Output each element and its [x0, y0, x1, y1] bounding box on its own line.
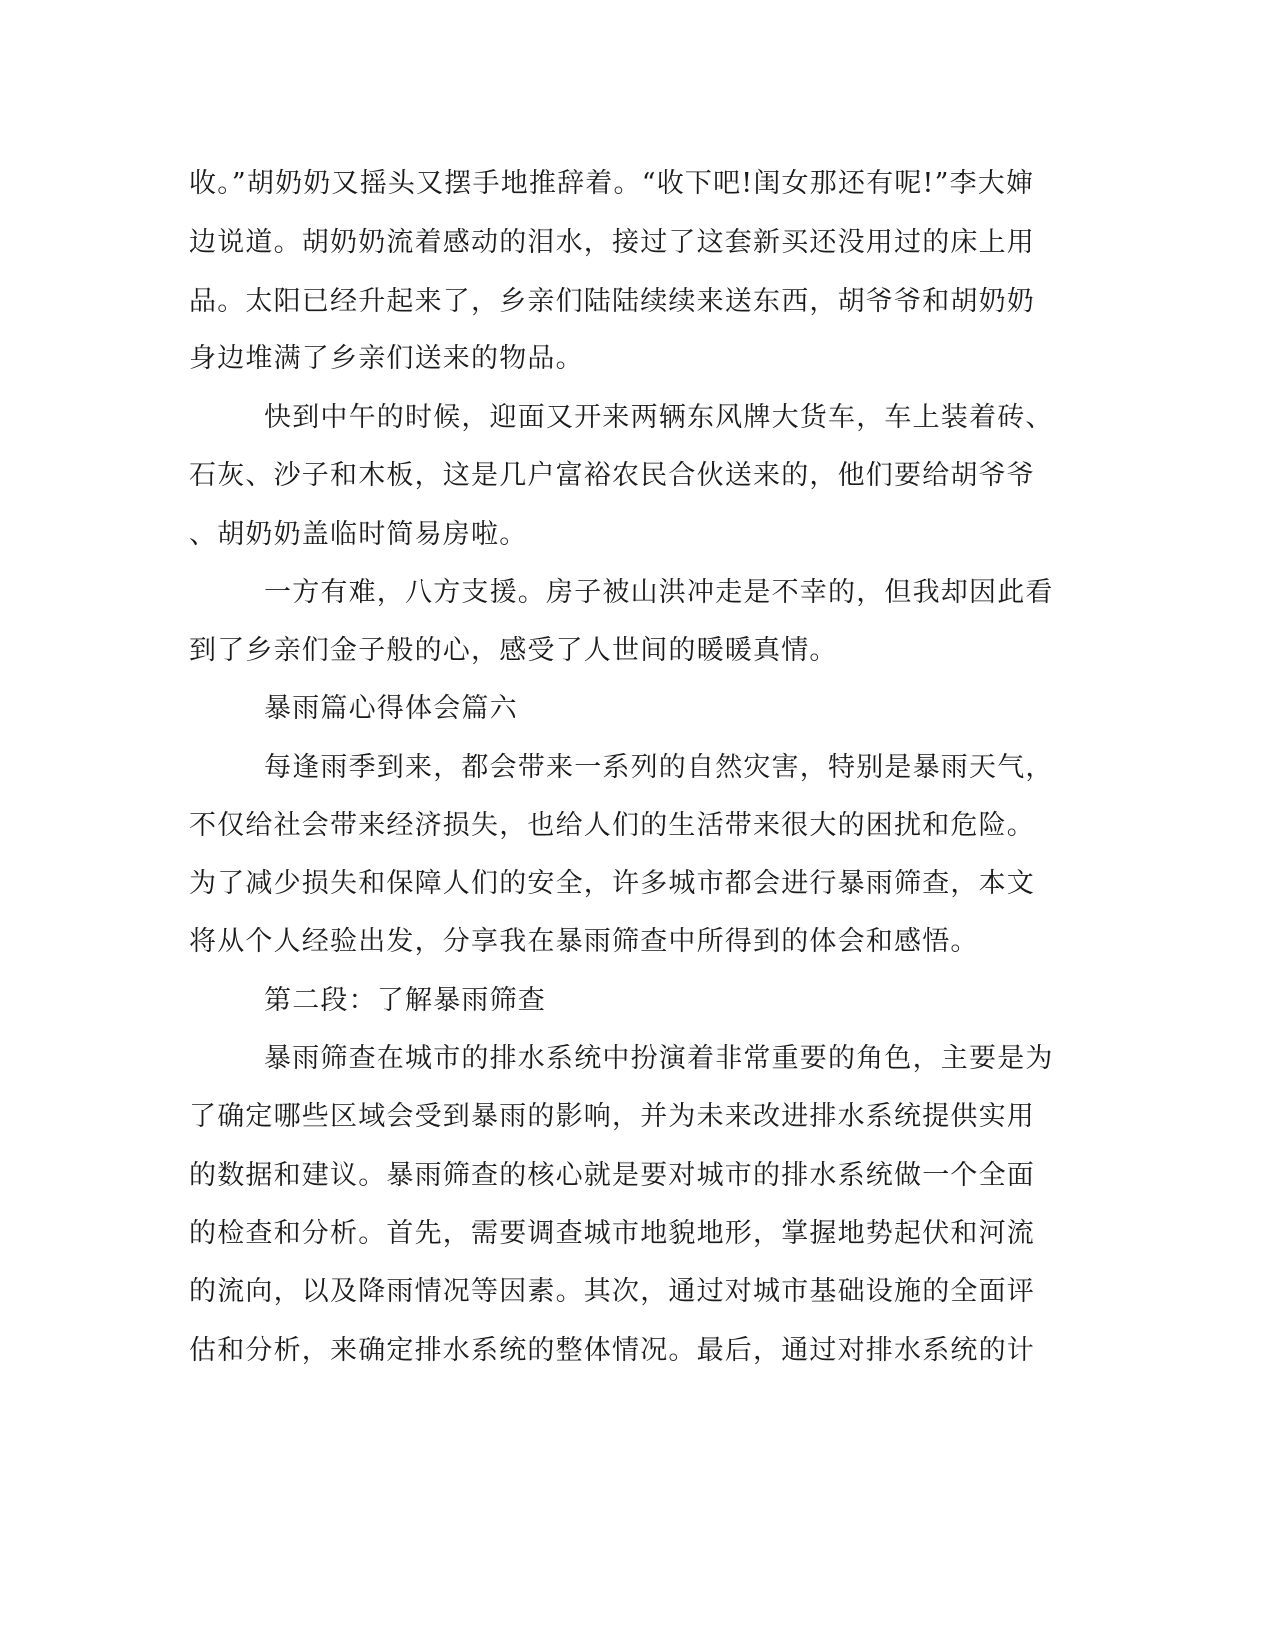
section-heading: 第二段：了解暴雨筛查 [264, 985, 546, 1016]
paragraph-start-line: 快到中午的时候，迎面又开来两辆东风牌大货车，车上装着砖、 [264, 402, 1054, 433]
text-line: 收。”胡奶奶又摇头又摆手地推辞着。“收下吧!闺女那还有呢!”李大婶 [189, 168, 1035, 199]
paragraph-start-line: 一方有难，八方支援。房子被山洪冲走是不幸的，但我却因此看 [264, 577, 1054, 608]
paragraph-start-line: 每逢雨季到来，都会带来一系列的自然灾害，特别是暴雨天气， [264, 752, 1054, 783]
text-line: 到了乡亲们金子般的心，感受了人世间的暖暖真情。 [189, 635, 838, 666]
text-line: 的检查和分析。首先，需要调查城市地貌地形，掌握地势起伏和河流 [189, 1218, 1035, 1249]
text-line: 为了减少损失和保障人们的安全，许多城市都会进行暴雨筛查，本文 [189, 868, 1035, 899]
text-line: 身边堆满了乡亲们送来的物品。 [189, 343, 584, 374]
paragraph-start-line: 暴雨筛查在城市的排水系统中扮演着非常重要的角色，主要是为 [264, 1043, 1054, 1074]
text-line: 了确定哪些区域会受到暴雨的影响，并为未来改进排水系统提供实用 [189, 1101, 1035, 1132]
section-heading: 暴雨篇心得体会篇六 [264, 693, 518, 724]
text-line: 、胡奶奶盖临时简易房啦。 [189, 519, 528, 550]
text-line: 的数据和建议。暴雨筛查的核心就是要对城市的排水系统做一个全面 [189, 1160, 1035, 1191]
text-line: 石灰、沙子和木板，这是几户富裕农民合伙送来的，他们要给胡爷爷 [189, 460, 1035, 491]
text-line: 不仅给社会带来经济损失，也给人们的生活带来很大的困扰和危险。 [189, 810, 1035, 841]
text-line: 边说道。胡奶奶流着感动的泪水，接过了这套新买还没用过的床上用 [189, 227, 1035, 258]
text-line: 将从个人经验出发，分享我在暴雨筛查中所得到的体会和感悟。 [189, 926, 979, 957]
text-line: 的流向，以及降雨情况等因素。其次，通过对城市基础设施的全面评 [189, 1276, 1035, 1307]
text-line: 品。太阳已经升起来了，乡亲们陆陆续续来送东西，胡爷爷和胡奶奶 [189, 286, 1035, 317]
text-line: 估和分析，来确定排水系统的整体情况。最后，通过对排水系统的计 [189, 1335, 1035, 1366]
